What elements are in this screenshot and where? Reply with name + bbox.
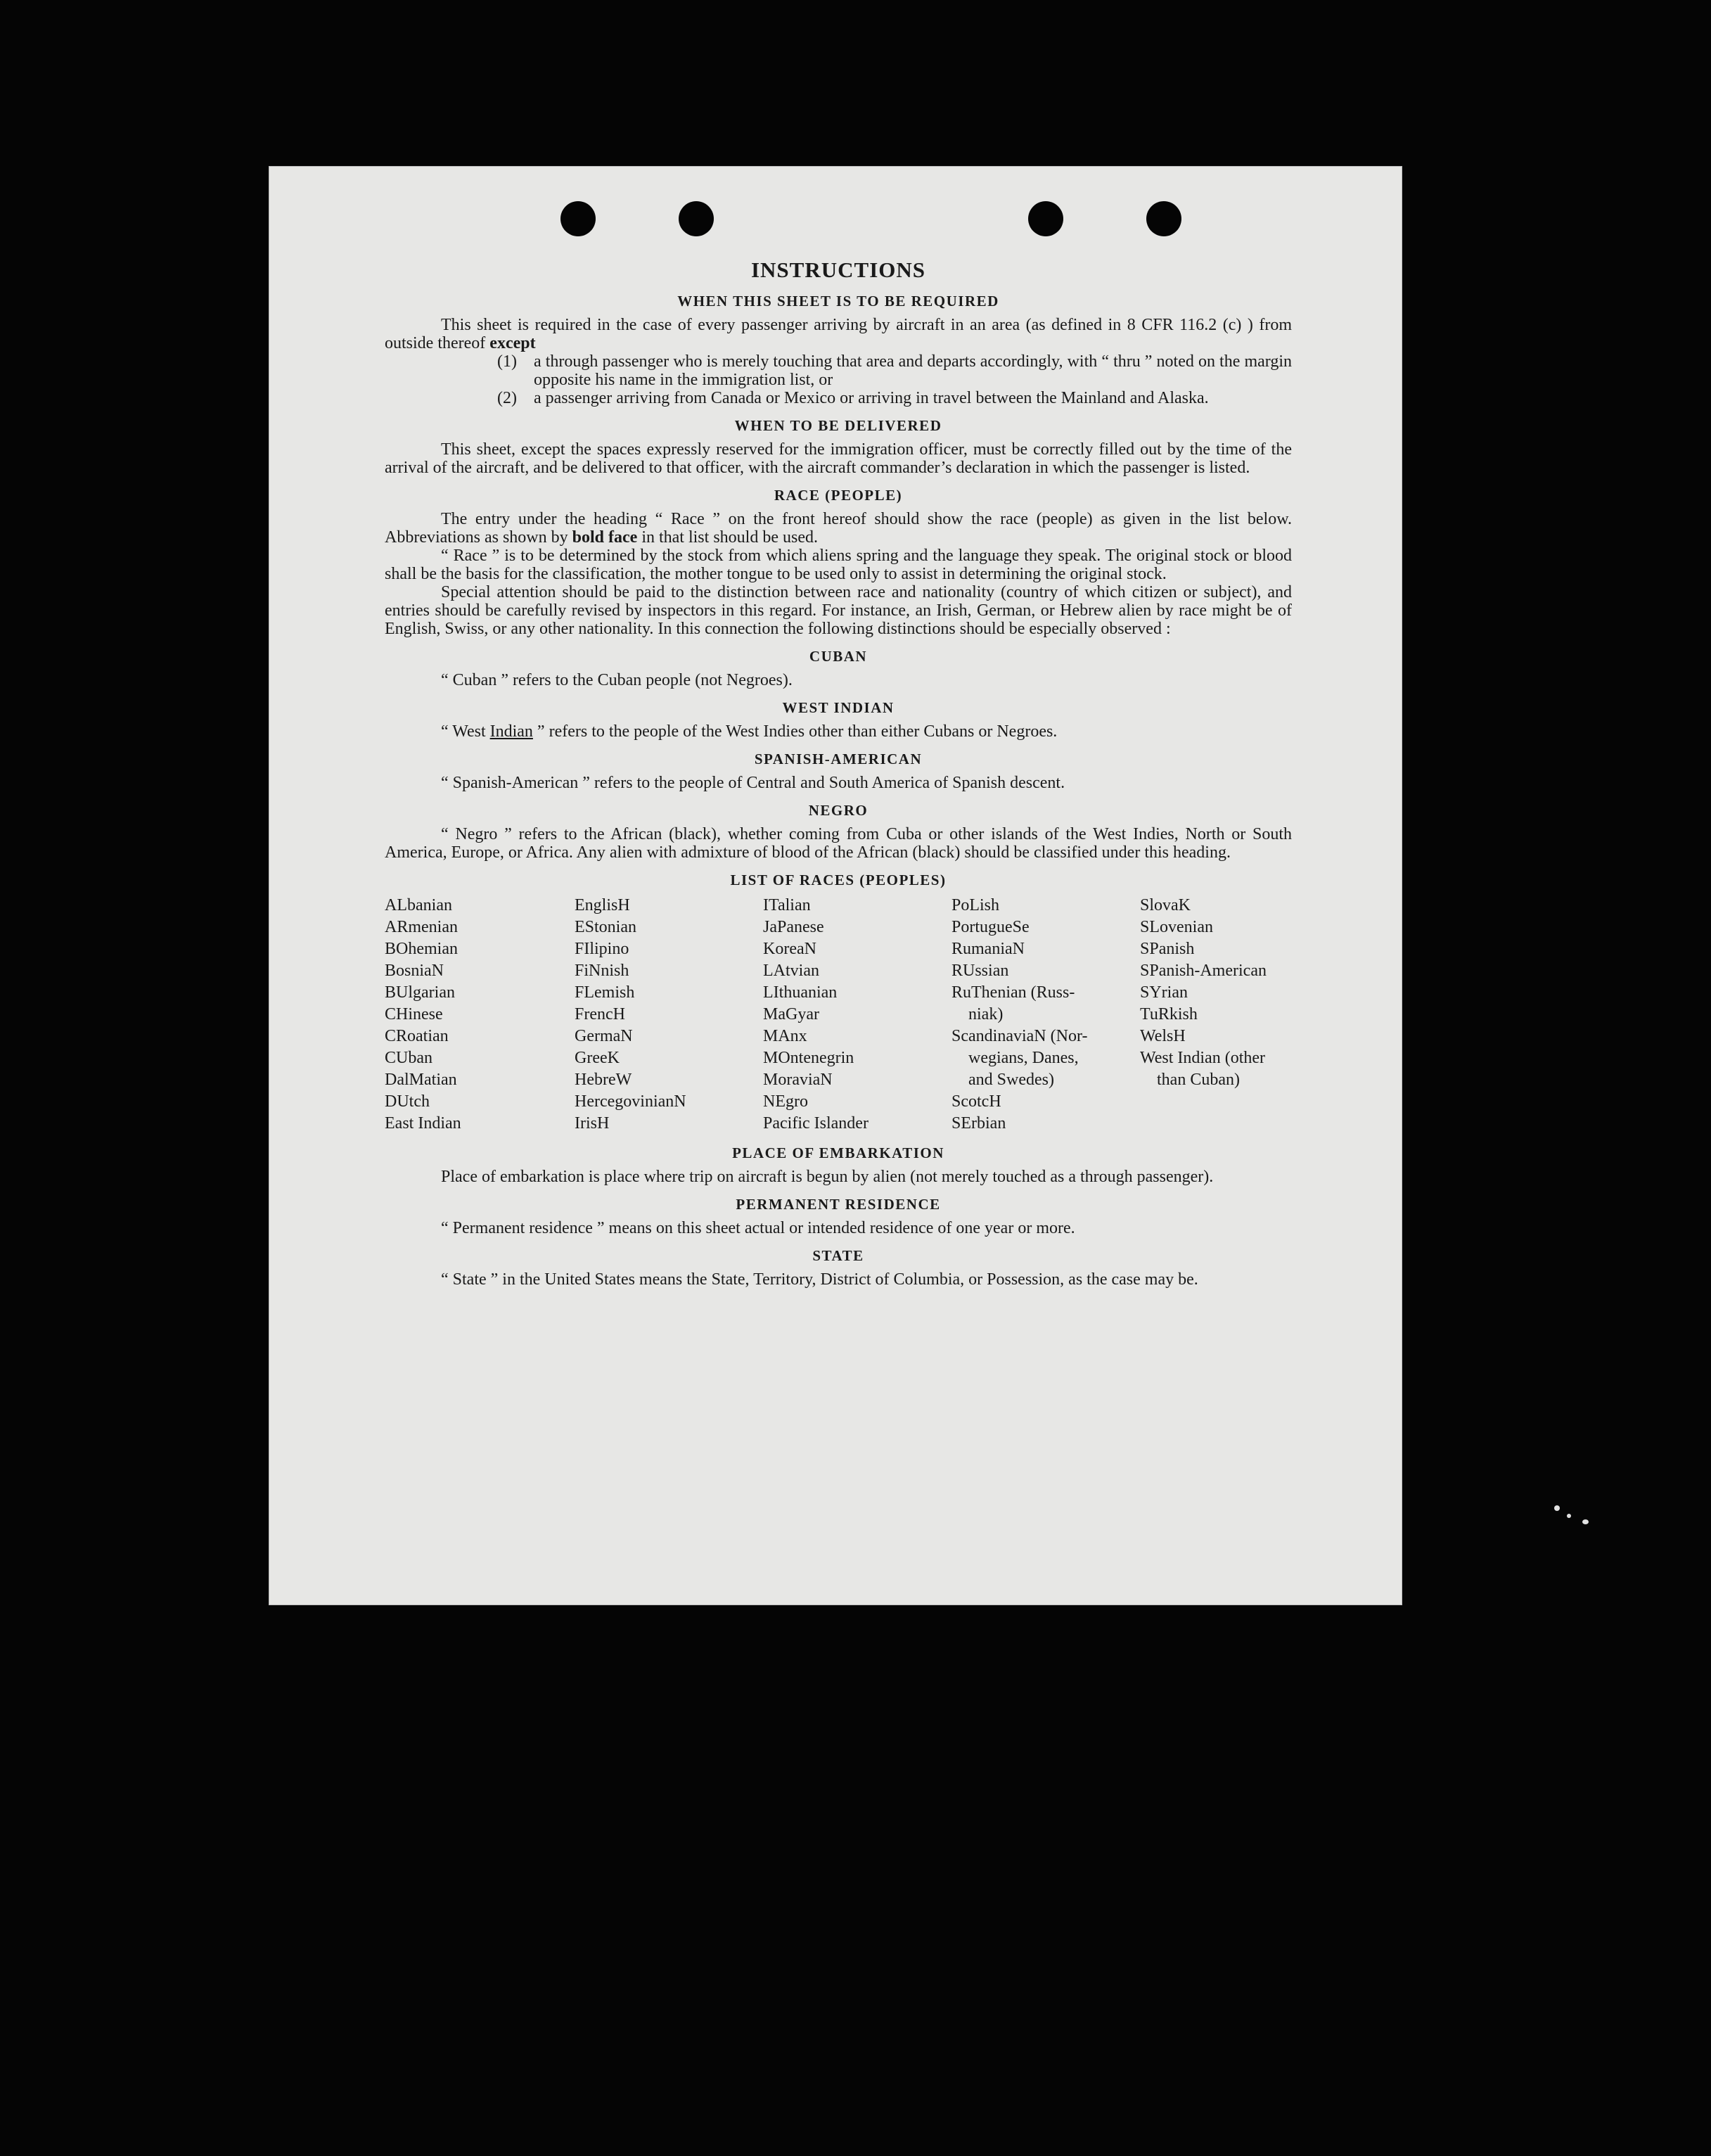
when-required-intro: This sheet is required in the case of every passenger arriving by aircraft in an area (as defined in 8 CFR 116.2 (c) ) from outside thereof — [385, 316, 1292, 352]
race-entry: MaGyar — [763, 1005, 819, 1023]
scanned-page — [269, 166, 1402, 1605]
race-text: The entry under the heading “ Race ” on the front hereof should show the race (people) as given in the list below. Abbreviations as shown by — [385, 510, 1292, 547]
race-entry: RumaniaN — [951, 940, 1025, 958]
race-entry: ITalian — [763, 896, 811, 914]
race-entry: HebreW — [575, 1071, 632, 1089]
race-entry: BOhemian — [385, 940, 458, 958]
heading-spanish-american: SPANISH-AMERICAN — [754, 751, 923, 767]
heading-race: RACE (PEOPLE) — [774, 487, 903, 504]
heading-cuban: CUBAN — [809, 648, 868, 665]
heading-list-of-races: LIST OF RACES (PEOPLES) — [730, 872, 947, 888]
race-entry: ARmenian — [385, 918, 458, 936]
race-entry: SPanish — [1140, 940, 1195, 958]
race-entry: MoraviaN — [763, 1071, 833, 1089]
race-entry: ScotcH — [951, 1092, 1001, 1111]
race-entry: CRoatian — [385, 1027, 449, 1045]
race-entry: DUtch — [385, 1092, 430, 1111]
exception-item — [497, 352, 1292, 389]
cuban-text: “ Cuban ” refers to the Cuban people (not Negroes). — [441, 671, 793, 689]
race-entry: BosniaN — [385, 962, 444, 980]
bold-face-word: bold face — [572, 528, 638, 547]
heading-permanent-residence: PERMANENT RESIDENCE — [736, 1196, 941, 1213]
heading-state: STATE — [812, 1247, 864, 1264]
heading-when-delivered: WHEN TO BE DELIVERED — [734, 417, 942, 434]
heading-embarkation: PLACE OF EMBARKATION — [732, 1144, 944, 1161]
race-entry: ALbanian — [385, 896, 452, 914]
race-entry: IrisH — [575, 1114, 610, 1133]
race-entry: MOntenegrin — [763, 1049, 854, 1067]
punch-hole — [679, 201, 714, 236]
page-title: INSTRUCTIONS — [750, 257, 925, 282]
heading-west-indian: WEST INDIAN — [782, 699, 895, 716]
race-entry: FLemish — [575, 983, 635, 1002]
races-column — [385, 895, 575, 1135]
spanish-american-text: “ Spanish-American ” refers to the people of Central and South America of Spanish descent. — [441, 774, 1065, 792]
race-entry: FiNnish — [575, 962, 629, 980]
permanent-residence-text: “ Permanent residence ” means on this sheet actual or intended residence of one year or more. — [441, 1219, 1075, 1237]
race-entry: niak) — [968, 1005, 1004, 1023]
race-entry: SYrian — [1140, 983, 1188, 1002]
except-word: except — [489, 334, 536, 352]
race-entry: CUban — [385, 1049, 432, 1067]
heading-when-required: WHEN THIS SHEET IS TO BE REQUIRED — [677, 293, 999, 310]
race-entry: LAtvian — [763, 962, 819, 980]
race-entry: West Indian (other — [1140, 1049, 1266, 1067]
race-entry: MAnx — [763, 1027, 807, 1045]
races-list — [385, 895, 1292, 1135]
race-entry: PortugueSe — [951, 918, 1030, 936]
race-entry: DalMatian — [385, 1071, 457, 1089]
scan-speck — [1582, 1519, 1589, 1524]
race-entry: LIthuanian — [763, 983, 838, 1002]
race-text: in that list should be used. — [641, 528, 818, 547]
race-entry: GreeK — [575, 1049, 620, 1067]
race-paragraph-1 — [385, 510, 1292, 547]
race-entry: Pacific Islander — [763, 1114, 869, 1133]
race-entry: EStonian — [575, 918, 636, 936]
exception-text: a passenger arriving from Canada or Mexico or arriving in travel between the Mainland and Alaska. — [534, 389, 1209, 407]
embarkation-text: Place of embarkation is place where trip on aircraft is begun by alien (not merely touched as a through passenger). — [441, 1168, 1214, 1186]
race-entry: RUssian — [951, 962, 1009, 980]
race-paragraph-3: Special attention should be paid to the distinction between race and nationality (country of which citizen or subject), and entries should be carefully revised by inspectors in this regard. For instance, an Irish, German, or Hebrew alien by race might be of English, Swiss, or any other nationality. In this connection the following distinctions should be especially observed : — [385, 583, 1292, 638]
race-entry: JaPanese — [763, 918, 824, 936]
races-column — [951, 895, 1140, 1135]
race-entry: and Swedes) — [968, 1071, 1054, 1089]
punch-hole — [1028, 201, 1063, 236]
race-entry: East Indian — [385, 1114, 461, 1133]
heading-negro: NEGRO — [808, 802, 869, 819]
race-entry: ScandinaviaN (Nor- — [951, 1027, 1088, 1045]
west-indian-text — [385, 722, 1292, 741]
exception-number: (2) — [497, 389, 517, 407]
exception-item — [497, 389, 1292, 407]
race-entry: SLovenian — [1140, 918, 1213, 936]
race-entry: PoLish — [951, 896, 1000, 914]
race-entry: BUlgarian — [385, 983, 455, 1002]
race-entry: wegians, Danes, — [968, 1049, 1079, 1067]
west-indian-text-start: “ West — [441, 722, 486, 741]
race-entry: SPanish-American — [1140, 962, 1267, 980]
races-column — [763, 895, 951, 1135]
when-delivered-text: This sheet, except the spaces expressly reserved for the immigration officer, must be correctly filled out by the time of the arrival of the aircraft, and be delivered to that officer, with the aircraft commander’s declaration in which the passenger is listed. — [385, 440, 1292, 477]
race-entry: SlovaK — [1140, 896, 1191, 914]
scan-speck — [1567, 1514, 1571, 1518]
race-entry: WelsH — [1140, 1027, 1186, 1045]
race-entry: CHinese — [385, 1005, 443, 1023]
races-column — [1140, 895, 1292, 1135]
race-entry: GermaN — [575, 1027, 633, 1045]
negro-text: “ Negro ” refers to the African (black), whether coming from Cuba or other islands of the West Indies, North or South America, Europe, or Africa. Any alien with admixture of blood of the African (black) should be classified under this heading. — [385, 825, 1292, 862]
race-entry: RuThenian (Russ- — [951, 983, 1075, 1002]
race-entry: NEgro — [763, 1092, 808, 1111]
race-entry: FIlipino — [575, 940, 629, 958]
instructions-body — [385, 257, 1292, 1289]
when-required-text — [385, 316, 1292, 352]
exception-number: (1) — [497, 352, 517, 371]
west-indian-text-end: ” refers to the people of the West Indies other than either Cubans or Negroes. — [537, 722, 1058, 741]
race-entry: TuRkish — [1140, 1005, 1198, 1023]
race-entry: KoreaN — [763, 940, 816, 958]
race-entry: HercegovinianN — [575, 1092, 686, 1111]
race-entry: FrencH — [575, 1005, 625, 1023]
race-entry: than Cuban) — [1157, 1071, 1240, 1089]
race-paragraph-2: “ Race ” is to be determined by the stock from which aliens spring and the language they speak. The original stock or blood shall be the basis for the classification, the mother tongue to be used only to assist in determining the original stock. — [385, 547, 1292, 583]
races-column — [575, 895, 763, 1135]
state-text: “ State ” in the United States means the State, Territory, District of Columbia, or Possession, as the case may be. — [441, 1270, 1198, 1289]
punch-hole — [560, 201, 596, 236]
punch-hole — [1146, 201, 1181, 236]
indian-underlined: Indian — [489, 722, 533, 741]
exception-text: a through passenger who is merely touching that area and departs accordingly, with “ thru ” noted on the margin opposite his name in the immigration list, or — [534, 352, 1292, 389]
race-entry: SErbian — [951, 1114, 1006, 1133]
race-entry: EnglisH — [575, 896, 630, 914]
scan-speck — [1554, 1505, 1560, 1511]
